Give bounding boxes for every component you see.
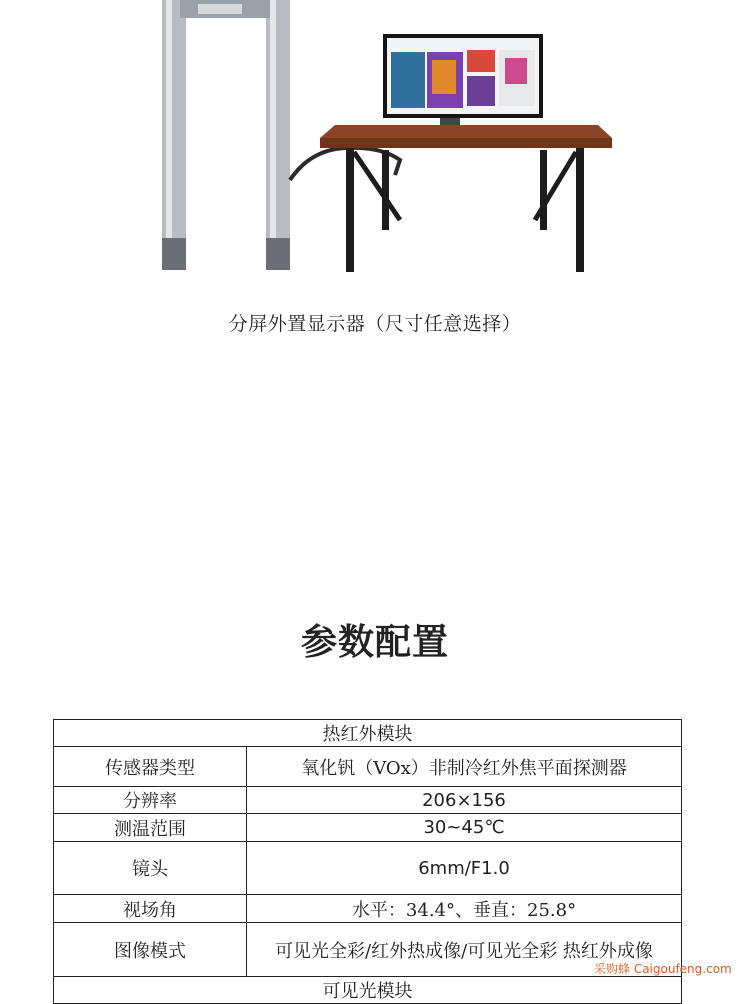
section-title: 参数配置 [300,622,449,663]
row-label: 传感器类型 [54,747,247,787]
gate-frame [162,0,290,270]
monitor [383,34,543,132]
row-value: 可见光全彩/红外热成像/可见光全彩 热红外成像 [247,923,682,977]
table-furniture [320,125,612,272]
row-label: 图像模式 [54,923,247,977]
row-value: 6mm/F1.0 [247,842,682,895]
table-section-header-row [54,977,682,1004]
row-value: 206×156 [247,787,682,814]
product-illustration [0,0,750,290]
table-row [54,842,682,895]
row-label: 镜头 [54,842,247,895]
row-value: 30~45℃ [247,814,682,842]
table-row [54,895,682,923]
table-section-header-row [54,720,682,747]
row-value: 水平：34.4°、垂直：25.8° [247,895,682,923]
row-value: 氧化钒（VOx）非制冷红外焦平面探测器 [247,747,682,787]
spec-table [53,719,682,1004]
section-header-visible: 可见光模块 [54,977,682,1004]
row-label: 视场角 [54,895,247,923]
site-watermark: 采购蜂 Caigoufeng.com [594,962,732,976]
table-row [54,747,682,787]
table-row [54,787,682,814]
illustration-caption: 分屏外置显示器（尺寸任意选择） [228,313,522,335]
table-row [54,923,682,977]
row-label: 测温范围 [54,814,247,842]
table-row [54,814,682,842]
section-header-thermal: 热红外模块 [54,720,682,747]
row-label: 分辨率 [54,787,247,814]
